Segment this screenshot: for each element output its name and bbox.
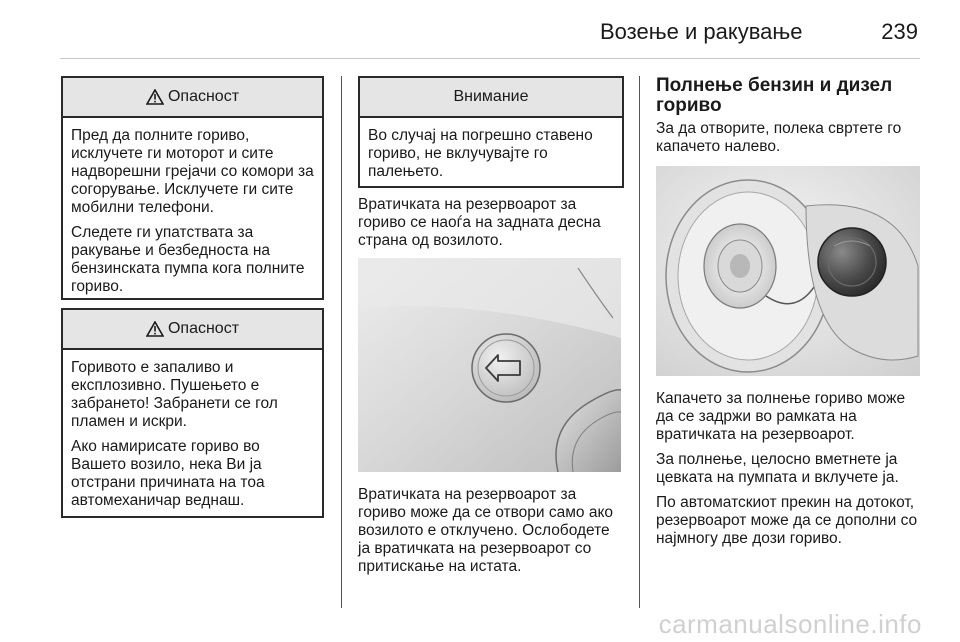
watermark: carmanualsonline.info: [658, 609, 922, 639]
notice-body: [360, 118, 622, 194]
column-divider-right: [639, 76, 640, 608]
warning-box-header: [63, 78, 322, 118]
warning-title: Опасност: [167, 320, 240, 337]
warning-box-1: [61, 76, 324, 300]
warning-triangle-icon: [146, 89, 164, 105]
fuel-door-release-text: [358, 486, 624, 583]
warning-body: [63, 118, 322, 309]
column-divider-left: [341, 76, 342, 608]
warning-paragraph: Ако намирисате гориво во Вашето возило, нека Ви ја отстрани причината на тоа автомеханичар веднаш.: [71, 438, 265, 509]
section-heading: Возење и ракување: [600, 19, 803, 44]
header-rule: [60, 58, 920, 59]
paragraph: Вратичката на резервоарот за гориво се наоѓа на задната десна страна од возилото.: [358, 196, 601, 249]
notice-box-header: [360, 78, 622, 118]
page-number: 239: [881, 19, 918, 44]
warning-box-2: [61, 308, 324, 518]
warning-title: Опасност: [167, 88, 240, 105]
paragraph: Капачето за полнење гориво може да се задржи во рамката на вратичката на резервоарот.: [656, 390, 906, 443]
notice-title: Внимание: [453, 88, 529, 105]
cap-open-text: [656, 120, 920, 163]
paragraph: За полнење, целосно вметнете ја цевката на пумпата и вклучете ја.: [656, 451, 899, 486]
cap-holder-text: [656, 390, 920, 555]
warning-paragraph: Горивото е запаливо и експлозивно. Пушењето е забрането! Забранети се гол пламен и искри.: [71, 359, 278, 430]
fuel-flap-illustration: [358, 258, 621, 472]
warning-triangle-icon: [146, 321, 164, 337]
warning-body: [63, 350, 322, 523]
warning-paragraph: Следете ги упатствата за ракување и безбедноста на бензинската пумпа кога полните гориво.: [71, 224, 305, 295]
paragraph: Вратичката на резервоарот за гориво може да се отвори само ако возилото е отклучено. Ослободете ја вратичката на резервоарот со притискање на истата.: [358, 486, 614, 575]
warning-paragraph: Пред да полните гориво, исклучете ги моторот и сите надворешни грејачи со комори за согорување. Исклучете ги сите мобилни телефони.: [71, 127, 314, 216]
warning-box-header: [63, 310, 322, 350]
section-title: Полнење бензин и дизел гориво: [656, 75, 893, 116]
page-header: [600, 14, 918, 50]
notice-text: Во случај на погрешно ставено гориво, не вклучувајте го палењето.: [368, 127, 593, 180]
paragraph: За да отворите, полека свртете го капачето налево.: [656, 120, 902, 155]
fuel-cap-illustration: [656, 166, 920, 376]
paragraph: По автоматскиот прекин на дотокот, резервоарот може да се дополни со најмногу две дози гориво.: [656, 494, 918, 547]
notice-box: [358, 76, 624, 188]
fuel-door-location-text: [358, 196, 624, 257]
